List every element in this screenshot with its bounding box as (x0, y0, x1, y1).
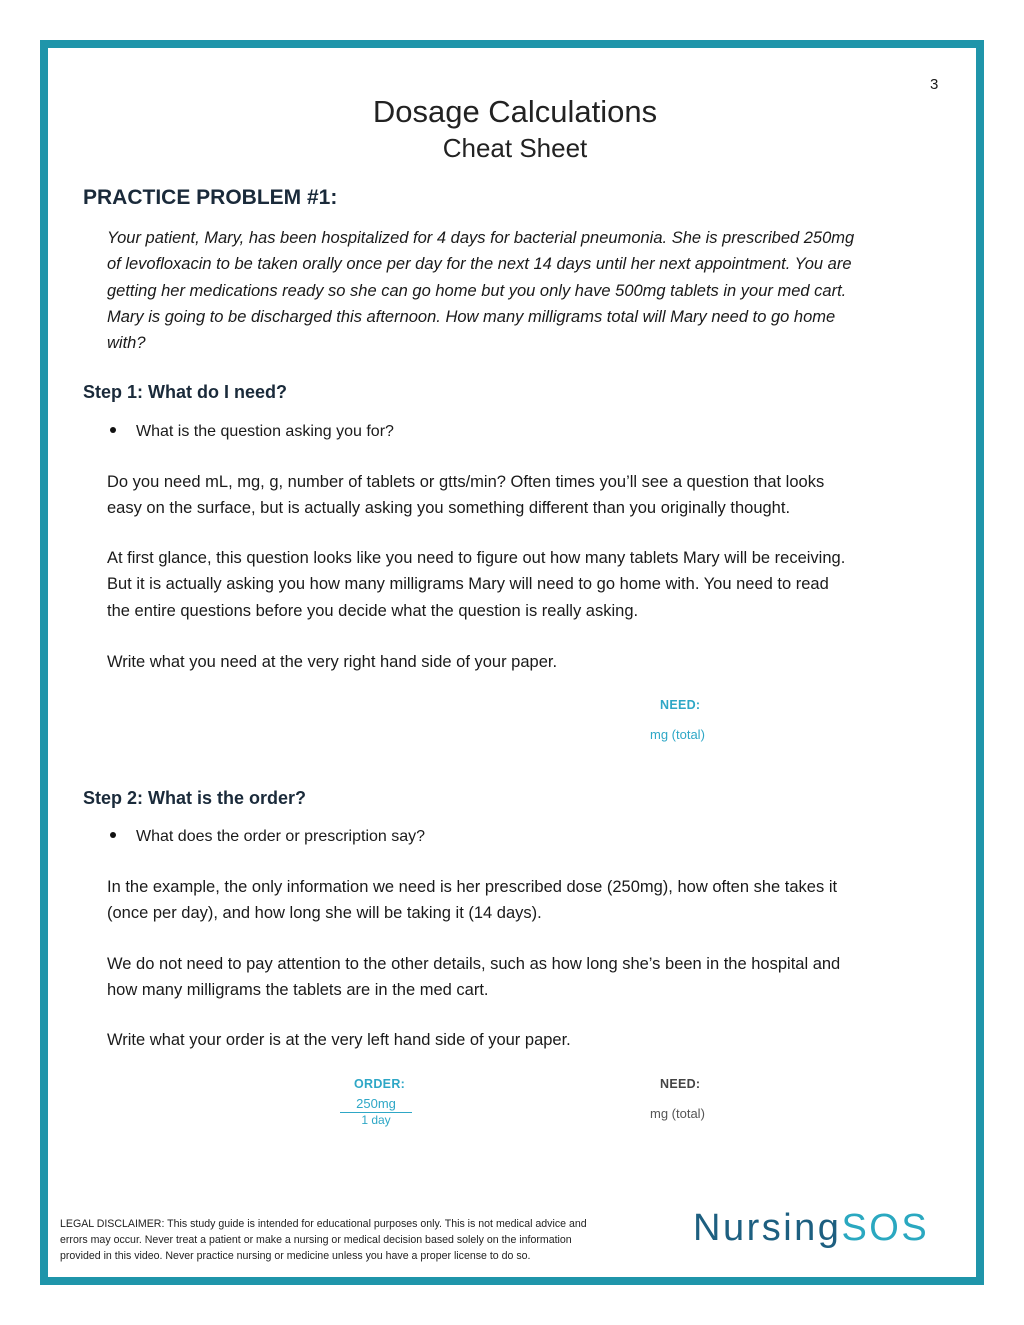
text-line: We do not need to pay attention to the other details, such as how long she’s been in the hospital and (107, 955, 841, 973)
order-label: ORDER: (354, 1077, 406, 1091)
text-line: the entire questions before you decide what the question is really asking. (107, 601, 639, 620)
step1-paragraph-1 (107, 469, 957, 522)
nursingsos-logo (693, 1207, 929, 1250)
step1-paragraph-2 (107, 545, 957, 624)
bullet-dot-icon (110, 832, 116, 838)
step1-bullet (110, 423, 394, 441)
text-line: But it is actually asking you how many milligrams Mary will need to go home with. You need to read (107, 575, 829, 594)
step1-bullet-text: What is the question asking you for? (136, 423, 394, 440)
problem-line: with? (107, 334, 146, 353)
page-title: Dosage Calculations (372, 94, 658, 129)
text-line: (once per day), and how long she will be taking it (14 days). (107, 904, 542, 923)
disclaimer-line: LEGAL DISCLAIMER: This study guide is intended for educational purposes only. This is not medical advice and (60, 1218, 587, 1230)
problem-line: getting her medications ready so she can go home but you only have 500mg tablets in your med cart. (107, 281, 847, 300)
step1-heading: Step 1: What do I need? (83, 382, 288, 402)
text-line: easy on the surface, but is actually asking you something different than you originally thought. (107, 499, 791, 518)
order-numerator: 250mg (340, 1096, 412, 1113)
problem-line: of levofloxacin to be taken orally once per day for the next 14 days until her next appointment. You are (107, 255, 852, 274)
step1-need-value: mg (total) (650, 727, 705, 742)
legal-disclaimer (60, 1216, 670, 1264)
step2-paragraph-2 (107, 951, 957, 1004)
logo-text-nursing: Nursing (693, 1207, 842, 1249)
page-number: 3 (930, 76, 939, 93)
text-line: At first glance, this question looks like you need to figure out how many tablets Mary will be receiving. (107, 549, 846, 567)
problem-line: Your patient, Mary, has been hospitalized for 4 days for bacterial pneumonia. She is prescribed 250mg (107, 229, 855, 247)
problem-line: Mary is going to be discharged this afternoon. How many milligrams total will Mary need to go home (107, 307, 836, 326)
step1-need-label: NEED: (660, 698, 701, 712)
step2-bullet-text: What does the order or prescription say? (136, 828, 426, 845)
order-fraction (340, 1096, 412, 1127)
text-line: Do you need mL, mg, g, number of tablets or gtts/min? Often times you’ll see a question that looks (107, 473, 825, 491)
step2-need-value: mg (total) (650, 1106, 705, 1121)
problem-heading: PRACTICE PROBLEM #1: (83, 186, 338, 209)
step2-paragraph-3: Write what your order is at the very left hand side of your paper. (107, 1031, 571, 1049)
step1-paragraph-3: Write what you need at the very right hand side of your paper. (107, 653, 558, 671)
text-line: how many milligrams the tablets are in the med cart. (107, 981, 489, 1000)
text-line: In the example, the only information we need is her prescribed dose (250mg), how often she takes it (107, 878, 838, 896)
step2-paragraph-1 (107, 874, 957, 927)
step2-heading: Step 2: What is the order? (83, 788, 307, 808)
disclaimer-line: errors may occur. Never treat a patient or make a nursing or medical decision based solely on the information (60, 1234, 572, 1246)
logo-text-sos: SOS (841, 1207, 930, 1249)
page-subtitle: Cheat Sheet (442, 133, 588, 163)
order-denominator: 1 day (361, 1113, 391, 1127)
bullet-dot-icon (110, 427, 116, 433)
step2-bullet (110, 828, 425, 846)
disclaimer-line: provided in this video. Never practice nursing or medicine unless you have a proper license to do so. (60, 1250, 531, 1262)
step2-need-label: NEED: (660, 1077, 701, 1091)
problem-text (107, 225, 957, 356)
